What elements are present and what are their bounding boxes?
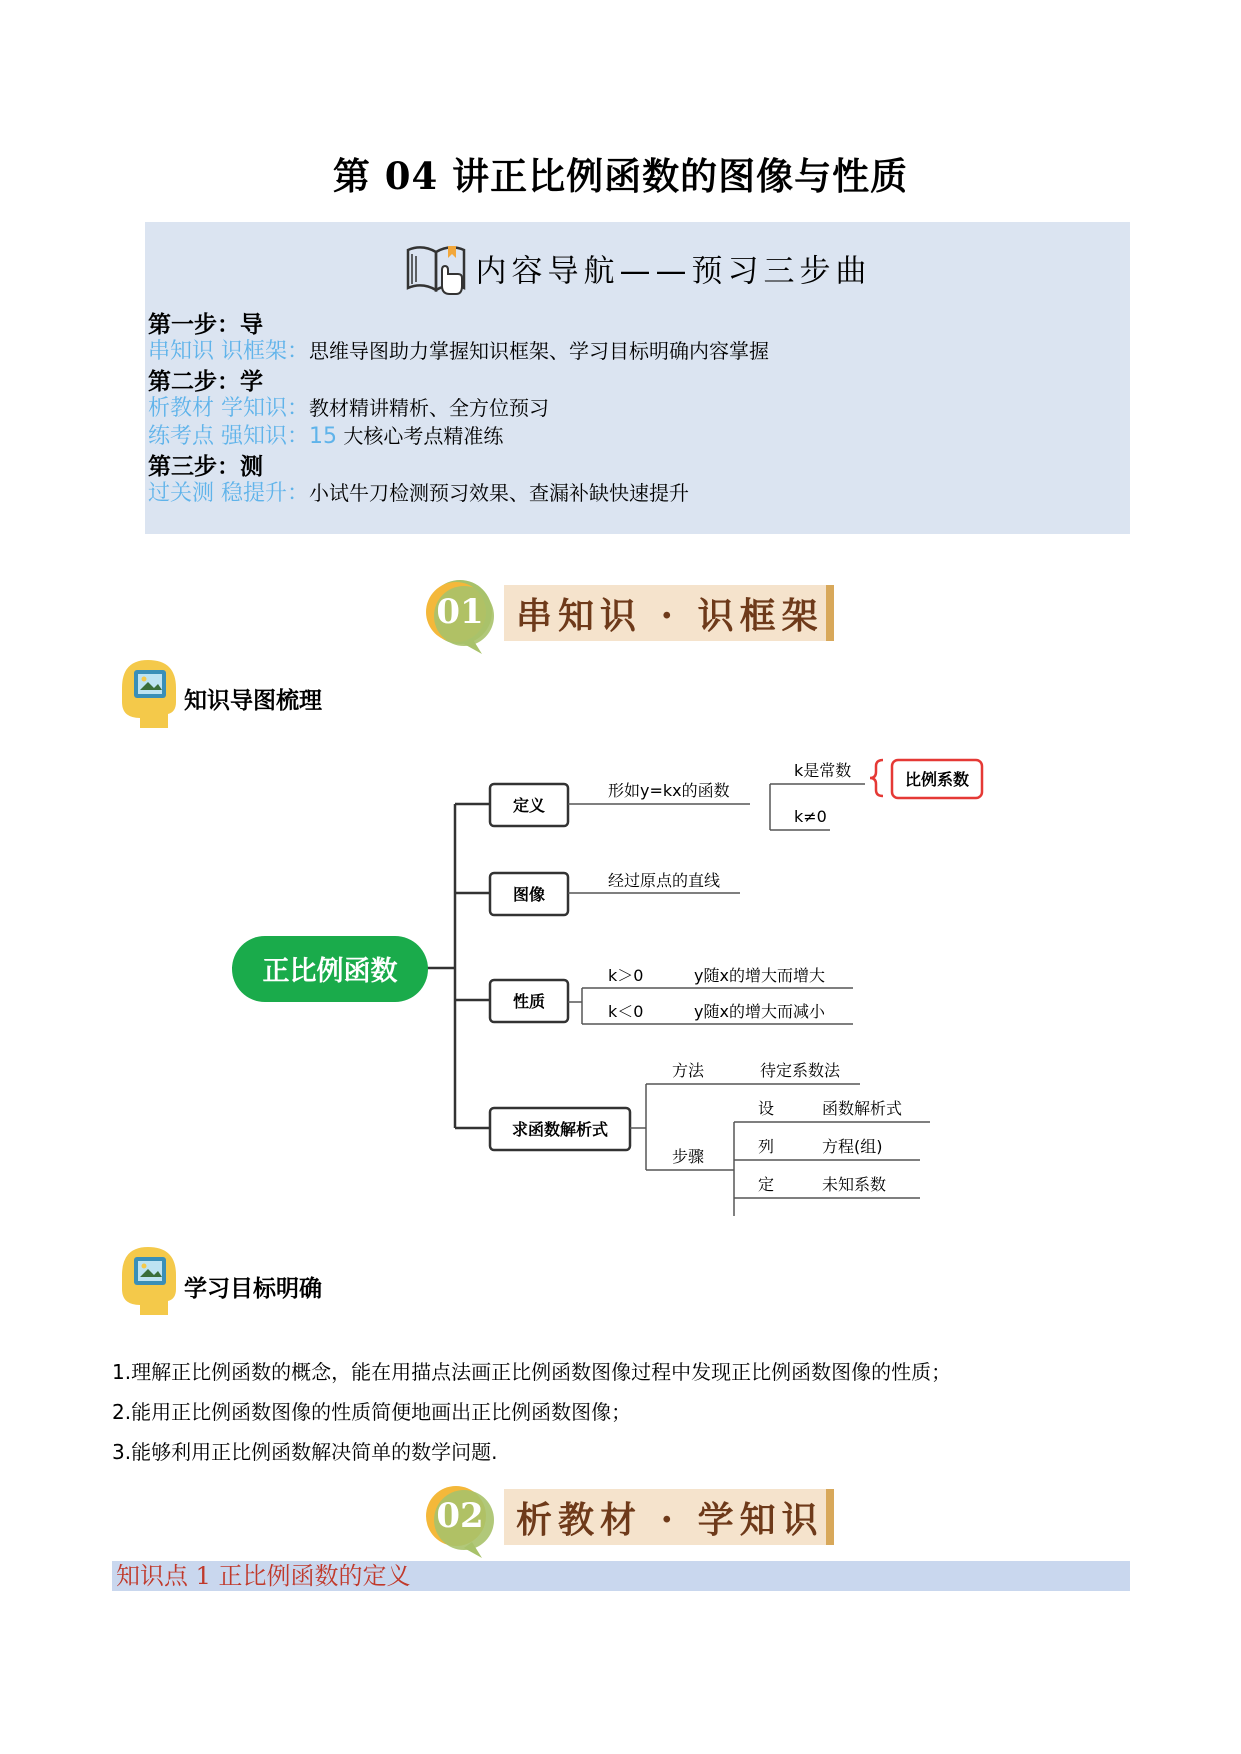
nav-title-row xyxy=(145,240,1130,306)
prop-k-neg-text: k＜0 xyxy=(608,1002,644,1021)
step-set-text: 设 xyxy=(758,1099,775,1118)
prop-k-pos-desc: y随x的增大而增大 xyxy=(694,966,825,985)
step-fix-desc: 未知系数 xyxy=(822,1175,887,1194)
page-title: 第 04 讲正比例函数的图像与性质 xyxy=(332,154,909,198)
step2-heading: 第二步：学 xyxy=(148,368,263,395)
step-list-text: 列 xyxy=(758,1137,775,1156)
book-touch-icon xyxy=(404,240,470,306)
step3-heading: 第三步：测 xyxy=(148,453,263,480)
image-desc-text: 经过原点的直线 xyxy=(608,871,721,890)
coef-brace xyxy=(870,760,883,796)
method-text: 方法 xyxy=(672,1061,705,1080)
knowledge-point-title: 知识点 1 正比例函数的定义 xyxy=(116,1562,411,1590)
objective-item-1: 1.理解正比例函数的概念，能在用描点法画正比例函数图像过程中发现正比例函数图像的性质； xyxy=(112,1360,952,1384)
step-fix-text: 定 xyxy=(758,1175,775,1194)
section-heading-mindmap: 知识导图梳理 xyxy=(184,688,322,714)
banner-01-text: 串知识 · 识框架 xyxy=(516,595,824,637)
method-desc: 待定系数法 xyxy=(760,1061,841,1080)
objective-item-3: 3.能够利用正比例函数解决简单的数学问题. xyxy=(112,1440,498,1464)
section-banner-02 xyxy=(406,1476,846,1556)
head-icon-mindmap xyxy=(118,656,180,736)
root-label: 正比例函数 xyxy=(262,956,398,987)
step2b-label: 练考点 强知识： xyxy=(148,424,309,449)
banner-01-number: 01 xyxy=(436,592,484,632)
step2b-number: 15 xyxy=(309,424,337,449)
step2a-label: 析教材 学知识： xyxy=(148,396,309,421)
def-form-text: 形如y=kx的函数 xyxy=(608,781,730,800)
section-banner-01 xyxy=(406,572,846,652)
def-k-ne0-text: k≠0 xyxy=(794,807,827,826)
step-set-desc: 函数解析式 xyxy=(822,1099,903,1118)
step2b-desc: 大核心考点精准练 xyxy=(337,424,504,448)
step3-label: 过关测 稳提升： xyxy=(148,481,309,506)
steps-text: 步骤 xyxy=(672,1147,705,1166)
def-k-const-text: k是常数 xyxy=(794,761,852,780)
knowledge-point-bar xyxy=(112,1561,1130,1591)
section-heading-objectives: 学习目标明确 xyxy=(184,1276,322,1302)
step1-heading: 第一步：导 xyxy=(148,311,263,338)
nav-title-text: 内容导航——预习三步曲 xyxy=(475,253,872,290)
step-list-desc: 方程(组) xyxy=(822,1137,883,1156)
prop-k-pos-text: k＞0 xyxy=(608,966,644,985)
step1-label: 串知识 识框架： xyxy=(148,339,309,364)
prop-k-neg-desc: y随x的增大而减小 xyxy=(694,1002,825,1021)
step1-line xyxy=(148,334,769,365)
step2b-line xyxy=(148,419,503,450)
head-icon-objectives xyxy=(118,1243,180,1323)
step3-line xyxy=(148,476,689,507)
node-property-label: 性质 xyxy=(512,992,546,1011)
node-image-label: 图像 xyxy=(512,885,546,904)
mindmap-diagram xyxy=(220,740,1020,1220)
step1-desc: 思维导图助力掌握知识框架、学习目标明确内容掌握 xyxy=(309,339,769,363)
content-navigation-box xyxy=(145,222,1130,534)
banner-02-text: 析教材 · 学知识 xyxy=(516,1499,824,1541)
node-definition-label: 定义 xyxy=(512,796,546,815)
banner-02-number: 02 xyxy=(436,1496,484,1536)
objective-item-2: 2.能用正比例函数图像的性质简便地画出正比例函数图像； xyxy=(112,1400,632,1424)
step3-desc: 小试牛刀检测预习效果、查漏补缺快速提升 xyxy=(309,481,689,505)
node-solve-label: 求函数解析式 xyxy=(511,1120,609,1139)
step2a-desc: 教材精讲精析、全方位预习 xyxy=(309,396,549,420)
coef-node-label: 比例系数 xyxy=(904,770,970,789)
step2a-line xyxy=(148,391,549,422)
